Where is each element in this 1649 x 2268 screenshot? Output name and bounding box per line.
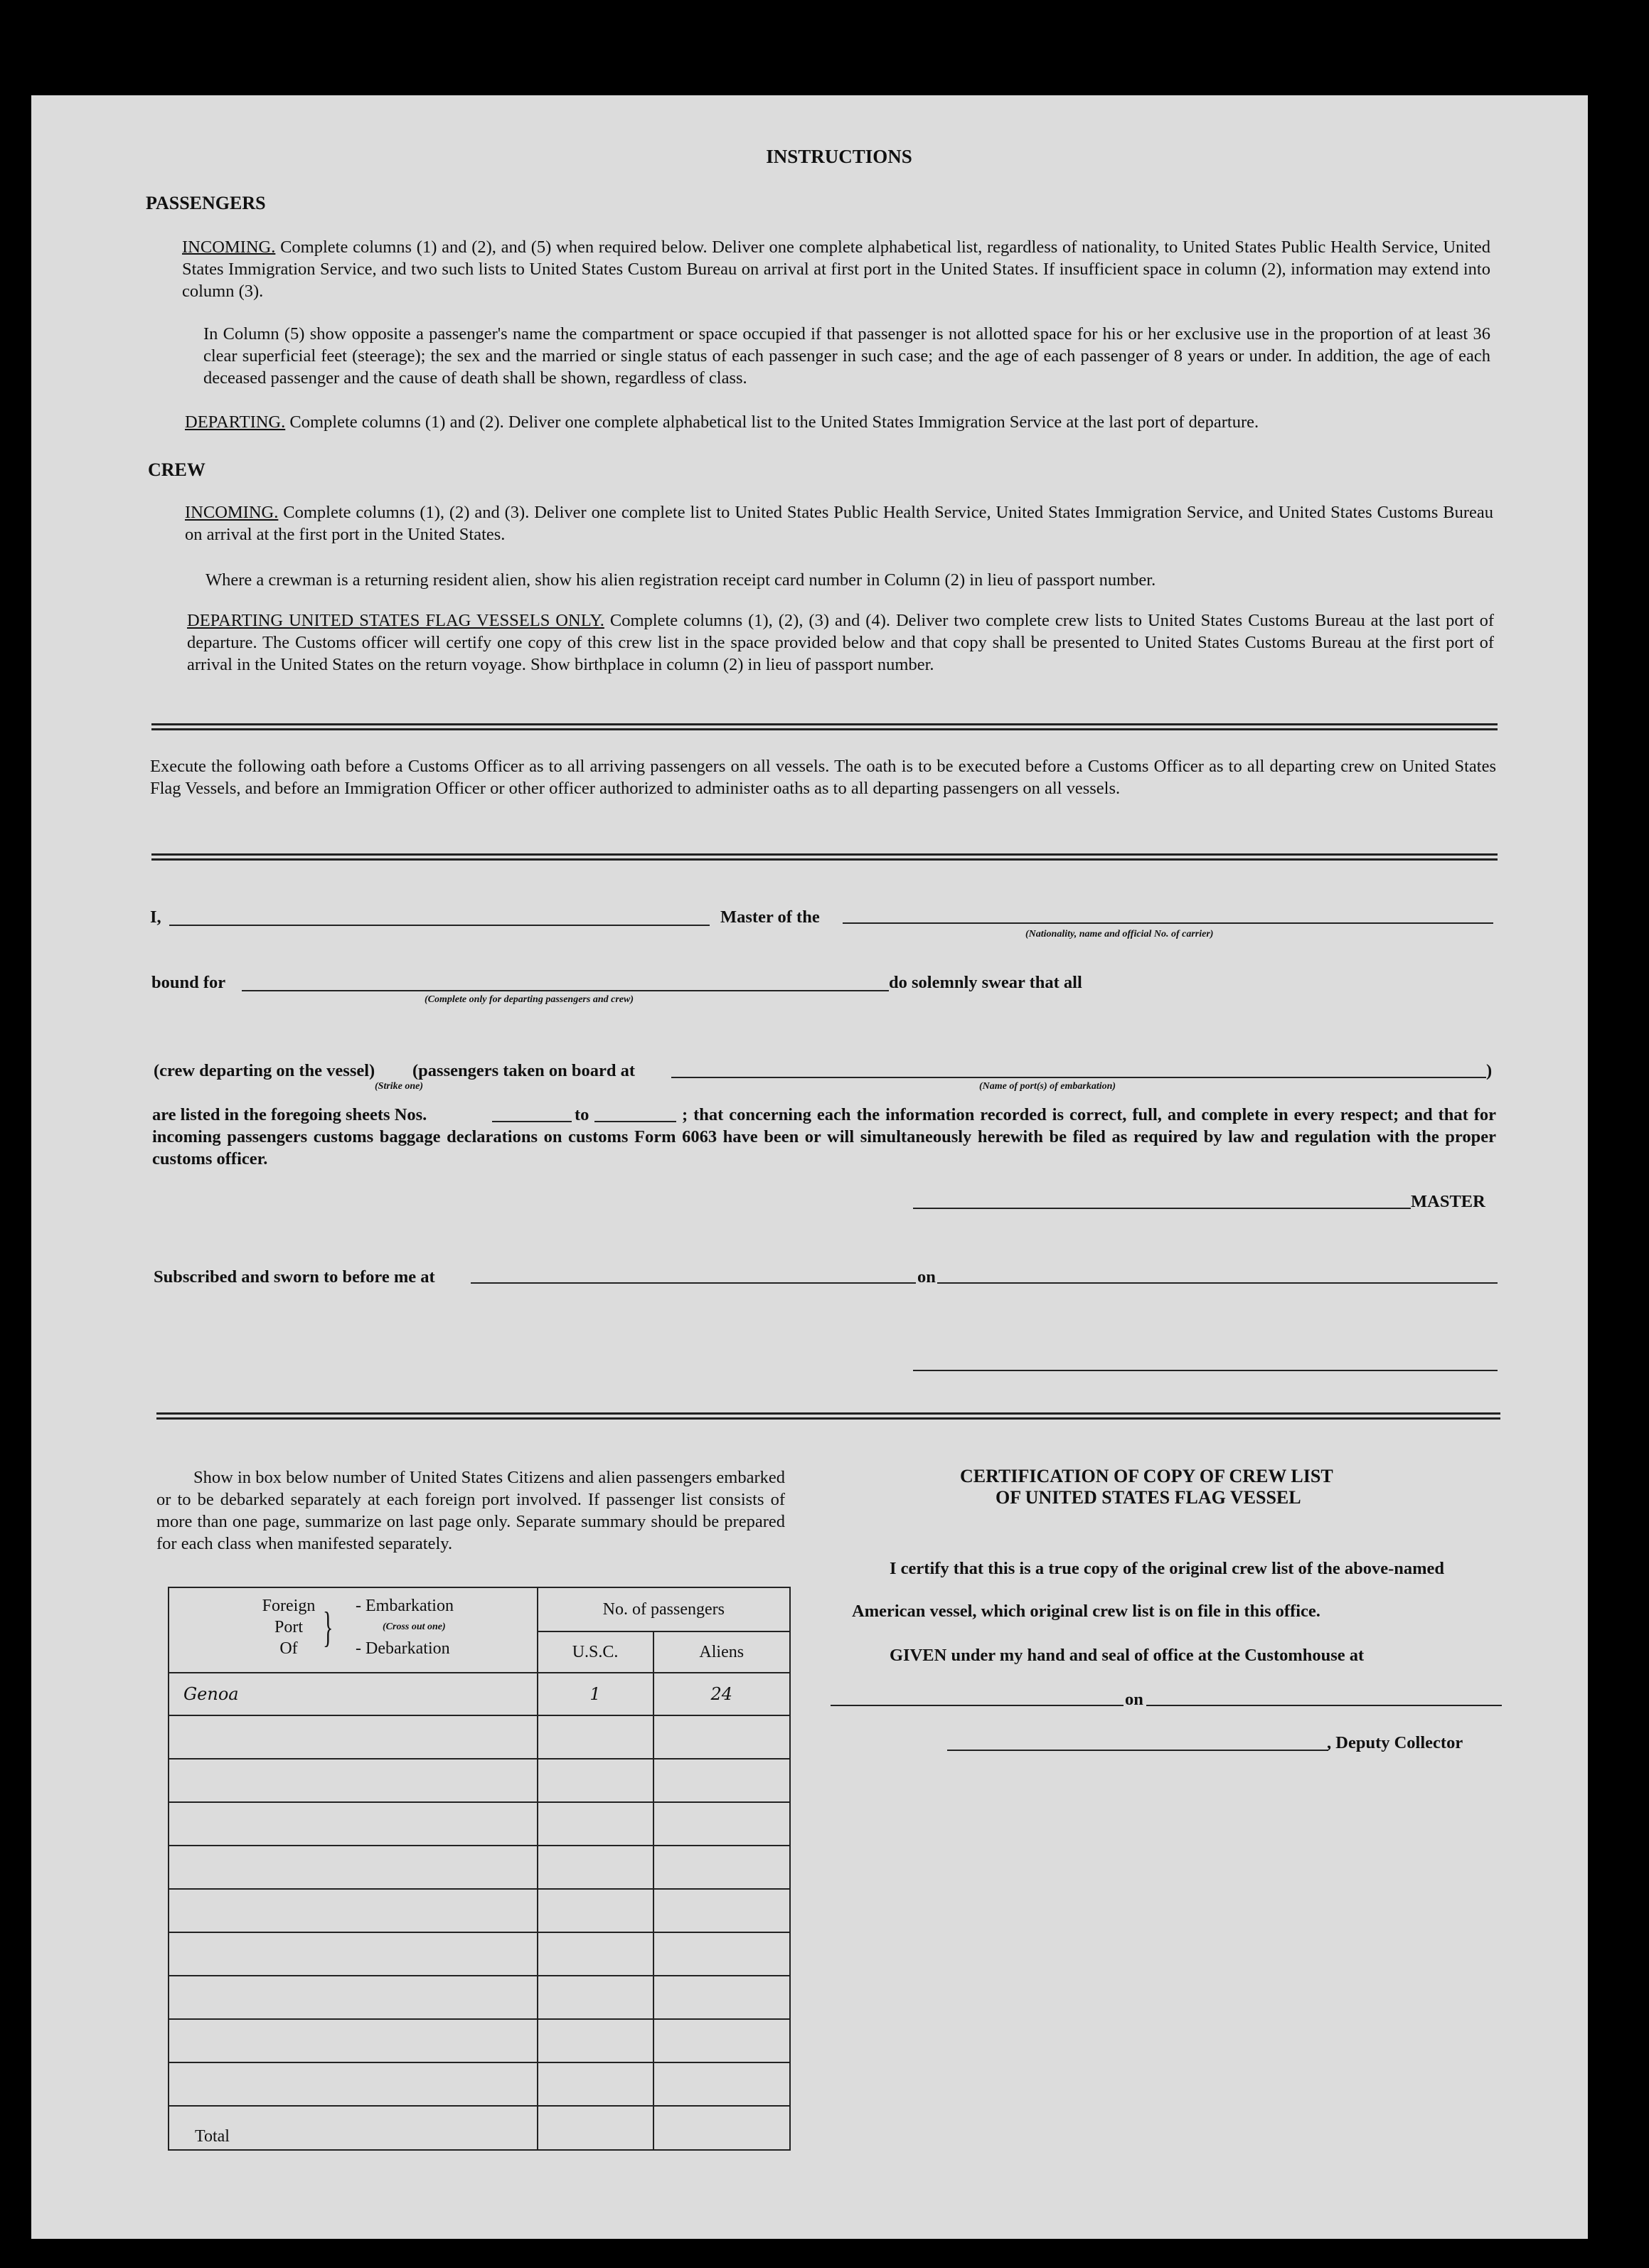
- oath-intro: Execute the following oath before a Customs Officer as to all arriving passengers on all vessels. The oath is to be executed before a Customs Officer as to all departing crew on United States Flag Vessels, and before an Immigration Officer or other officer authorized to administer oaths as to all departing passengers on all vessels.: [150, 757, 1496, 798]
- strike-caption: (Strike one): [375, 1081, 424, 1092]
- passengers-incoming-text: Complete columns (1) and (2), and (5) when required below. Deliver one complete alphabetical list, regardless of nationality, to United States Public Health Service, United States Immigration Service, and two such lists to United States Custom Bureau on arrival at first port in the United States. If insufficient space in column (2), information may extend into column (3).: [182, 238, 1491, 301]
- table-row: [169, 1976, 790, 2019]
- divider-2: [151, 853, 1498, 861]
- listed-start: are listed in the foregoing sheets Nos.: [152, 1105, 427, 1124]
- master-name-line[interactable]: [169, 925, 710, 926]
- certify-line2: American vessel, which original crew list is on file in this office.: [852, 1602, 1320, 1621]
- port-cell[interactable]: [169, 1932, 538, 1976]
- aliens-header: Aliens: [653, 1631, 791, 1673]
- usc-cell[interactable]: [538, 1889, 653, 1932]
- subscribed-on: on: [917, 1267, 936, 1287]
- port-cell[interactable]: [169, 1976, 538, 2019]
- table-row: [169, 1846, 790, 1889]
- cross-out-caption: (Cross out one): [383, 1622, 446, 1632]
- port-cell[interactable]: [169, 2019, 538, 2062]
- certification-title-line2: OF UNITED STATES FLAG VESSEL: [996, 1487, 1301, 1508]
- divider-3: [156, 1412, 1500, 1420]
- passengers-departing-text: Complete columns (1) and (2). Deliver one complete alphabetical list to the United States Immigration Service at the last port of departure.: [289, 412, 1259, 432]
- crew-resident-text: Where a crewman is a returning resident alien, show his alien registration receipt card number in Column (2) in lieu of passport number.: [206, 570, 1156, 590]
- port-cell[interactable]: [169, 1889, 538, 1932]
- table-row: [169, 1759, 790, 1802]
- passengers-taken-option: (passengers taken on board at: [412, 1061, 636, 1080]
- master-signature-line[interactable]: [913, 1208, 1411, 1209]
- port-line2: Port: [274, 1618, 303, 1636]
- aliens-cell[interactable]: [653, 2062, 791, 2106]
- subscribed-place-line[interactable]: [471, 1282, 916, 1284]
- oath-i-label: I,: [150, 907, 161, 927]
- listed-rest: ; that concerning each the information recorded is correct, full, and complete in every respect; and that for incoming passengers customs baggage declarations on customs Form 6063 have been or will simultaneously herewith be filed as required by law and regulation with the proper customs officer.: [152, 1105, 1496, 1168]
- table-row: [169, 1889, 790, 1932]
- given-text: GIVEN under my hand and seal of office at the Customhouse at: [890, 1646, 1365, 1665]
- crew-incoming-paragraph: [185, 501, 1493, 545]
- close-paren: ): [1486, 1061, 1493, 1080]
- aliens-cell[interactable]: 24: [653, 1673, 791, 1715]
- passengers-column5-text: In Column (5) show opposite a passenger's name the compartment or space occupied if that passenger is not allotted space for his or her exclusive use in the proportion of at least 36 clear superficial feet (steerage); the sex and the married or single status of each passenger in such case; and the age of each passenger of 8 years or under. In addition, the age of each deceased passenger and the cause of death shall be shown, regardless of class.: [203, 324, 1490, 388]
- passengers-departing-label: DEPARTING.: [185, 412, 286, 432]
- usc-cell[interactable]: [538, 1759, 653, 1802]
- no-passengers-header: No. of passengers: [538, 1587, 790, 1631]
- usc-cell[interactable]: [538, 1976, 653, 2019]
- port-cell[interactable]: [169, 1846, 538, 1889]
- officer-signature-line[interactable]: [913, 1370, 1498, 1371]
- bound-for-line[interactable]: [242, 990, 889, 991]
- crew-incoming-text: Complete columns (1), (2) and (3). Deliver one complete list to United States Public Health Service, United States Immigration Service, and United States Customs Bureau on arrival at the first port in the United States.: [185, 503, 1494, 544]
- certification-on: on: [1125, 1690, 1143, 1709]
- swear-label: do solemnly swear that all: [889, 973, 1082, 992]
- subscribed-label: Subscribed and sworn to before me at: [154, 1267, 435, 1287]
- deputy-signature-line[interactable]: [947, 1750, 1328, 1751]
- aliens-cell[interactable]: [653, 1846, 791, 1889]
- crew-departing-option: (crew departing on the vessel): [154, 1061, 375, 1080]
- bound-for-label: bound for: [151, 973, 226, 992]
- certify-line1: I certify that this is a true copy of the original crew list of the above-named: [890, 1559, 1445, 1578]
- usc-cell[interactable]: [538, 2019, 653, 2062]
- passenger-summary-table: [168, 1587, 791, 2151]
- divider-1: [151, 723, 1498, 730]
- total-aliens-cell[interactable]: [653, 2106, 791, 2150]
- port-line1: Foreign: [262, 1597, 316, 1615]
- usc-cell[interactable]: [538, 1846, 653, 1889]
- passengers-departing-paragraph: [185, 411, 1493, 433]
- listed-to: to: [575, 1105, 589, 1124]
- embarkation-option: - Embarkation: [356, 1597, 454, 1615]
- table-row: [169, 1715, 790, 1759]
- crew-flag-paragraph: [187, 609, 1494, 676]
- total-row: [169, 2106, 790, 2150]
- deputy-collector-label: , Deputy Collector: [1327, 1733, 1463, 1752]
- usc-cell[interactable]: 1: [538, 1673, 653, 1715]
- certification-date-line[interactable]: [1146, 1705, 1502, 1706]
- usc-cell[interactable]: [538, 1715, 653, 1759]
- port-cell[interactable]: [169, 1759, 538, 1802]
- table-row: [169, 1932, 790, 1976]
- customhouse-place-line[interactable]: [831, 1705, 1124, 1706]
- passengers-incoming-paragraph: [182, 236, 1490, 302]
- crew-flag-text: Complete columns (1), (2), (3) and (4). Deliver two complete crew lists to United States Customs Bureau at the last port of departure. The Customs officer will certify one copy of this crew list in the space provided below and that copy shall be presented to United States Customs Bureau at the first port of arrival in the United States on the return voyage. Show birthplace in column (2) in lieu of passport number.: [187, 611, 1494, 674]
- bound-caption: (Complete only for departing passengers and crew): [425, 994, 634, 1005]
- aliens-cell[interactable]: [653, 1889, 791, 1932]
- debarkation-option: - Debarkation: [356, 1639, 450, 1658]
- table-row: [169, 1673, 790, 1715]
- certification-title-line1: CERTIFICATION OF COPY OF CREW LIST: [960, 1466, 1333, 1486]
- table-row: [169, 2062, 790, 2106]
- total-label: Total: [169, 2106, 538, 2150]
- usc-cell[interactable]: [538, 1932, 653, 1976]
- usc-header: U.S.C.: [538, 1631, 653, 1673]
- port-cell[interactable]: [169, 1715, 538, 1759]
- summary-instructions: Show in box below number of United States Citizens and alien passengers embarked or to be debarked separately at each foreign port involved. If passenger list consists of more than one page, summarize on last page only. Separate summary should be prepared for each class when manifested separately.: [156, 1468, 785, 1553]
- port-header: Foreign Port Of } - Embarkation (Cross out one) - Debarkation: [169, 1587, 538, 1673]
- aliens-cell[interactable]: [653, 1932, 791, 1976]
- passengers-incoming-label: INCOMING.: [182, 238, 276, 257]
- aliens-cell[interactable]: [653, 1976, 791, 2019]
- table-row: [169, 1802, 790, 1846]
- crew-incoming-label: INCOMING.: [185, 503, 279, 522]
- carrier-line[interactable]: [843, 922, 1493, 924]
- aliens-cell[interactable]: [653, 1802, 791, 1846]
- subscribed-date-line[interactable]: [937, 1282, 1498, 1284]
- total-usc-cell[interactable]: [538, 2106, 653, 2150]
- usc-cell[interactable]: [538, 2062, 653, 2106]
- table-row: [169, 2019, 790, 2062]
- master-label: MASTER: [1411, 1192, 1485, 1211]
- page-title: INSTRUCTIONS: [766, 146, 912, 167]
- aliens-cell[interactable]: [653, 2019, 791, 2062]
- ports-caption: (Name of port(s) of embarkation): [979, 1081, 1116, 1092]
- crew-heading: CREW: [148, 459, 206, 480]
- crew-flag-label: DEPARTING UNITED STATES FLAG VESSELS ONLY.: [187, 611, 604, 630]
- aliens-cell[interactable]: [653, 1715, 791, 1759]
- nationality-caption: (Nationality, name and official No. of carrier): [1025, 929, 1214, 939]
- port-line3: Of: [279, 1639, 298, 1658]
- master-of-the-label: Master of the: [720, 907, 820, 927]
- passengers-heading: PASSENGERS: [146, 193, 266, 213]
- ports-line[interactable]: [671, 1077, 1486, 1078]
- port-cell[interactable]: [169, 1802, 538, 1846]
- aliens-cell[interactable]: [653, 1759, 791, 1802]
- usc-cell[interactable]: [538, 1802, 653, 1846]
- port-cell[interactable]: [169, 2062, 538, 2106]
- port-cell[interactable]: Genoa: [169, 1673, 538, 1715]
